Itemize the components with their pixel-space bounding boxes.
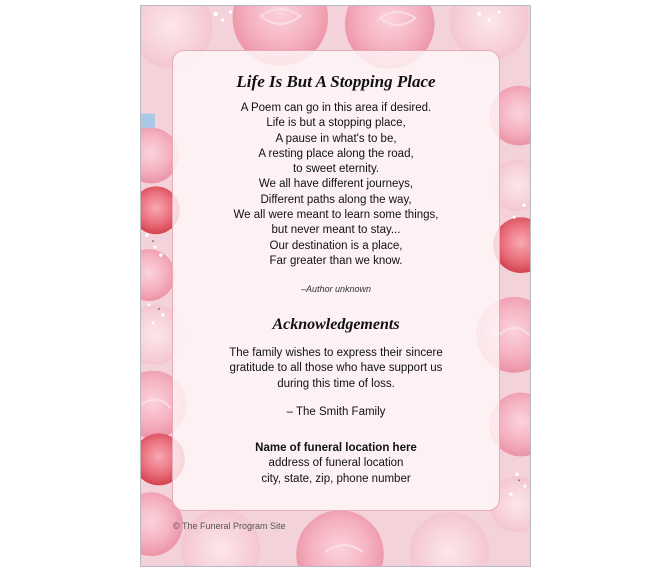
acknowledgement-line: during this time of loss. [277, 377, 395, 390]
poem-text [173, 101, 499, 269]
poem-author: –Author unknown [300, 284, 372, 294]
location-address: address of funeral location [268, 457, 404, 470]
program-page [140, 5, 531, 567]
funeral-location [173, 441, 499, 487]
poem-line: A Poem can go in this area if desired. [240, 102, 432, 114]
family-signature: – The Smith Family [286, 406, 386, 418]
location-city-line: city, state, zip, phone number [261, 472, 411, 485]
poem-line: A pause in what's to be, [275, 132, 397, 145]
content-panel [172, 50, 500, 511]
poem-line: Our destination is a place, [269, 239, 403, 252]
poem-title: Life Is But A Stopping Place [236, 72, 436, 91]
poem-line: We all were meant to learn some things, [233, 209, 439, 222]
poem-line: We all have different journeys, [258, 178, 414, 191]
acknowledgements-title: Acknowledgements [272, 316, 400, 333]
poem-line: Far greater than we know. [269, 254, 403, 267]
acknowledgement-line: gratitude to all those who have support us [229, 362, 443, 375]
poem-line: Life is but a stopping place, [266, 117, 406, 130]
acknowledgement-line: The family wishes to express their sincere [229, 347, 443, 359]
poem-line: Different paths along the way, [260, 193, 412, 206]
acknowledgements-text [173, 346, 499, 392]
copyright-notice: © The Funeral Program Site [173, 521, 286, 531]
location-name: Name of funeral location here [255, 442, 417, 454]
poem-line: to sweet eternity. [292, 163, 380, 176]
poem-line: A resting place along the road, [258, 147, 414, 160]
poem-line: but never meant to stay... [271, 224, 401, 237]
